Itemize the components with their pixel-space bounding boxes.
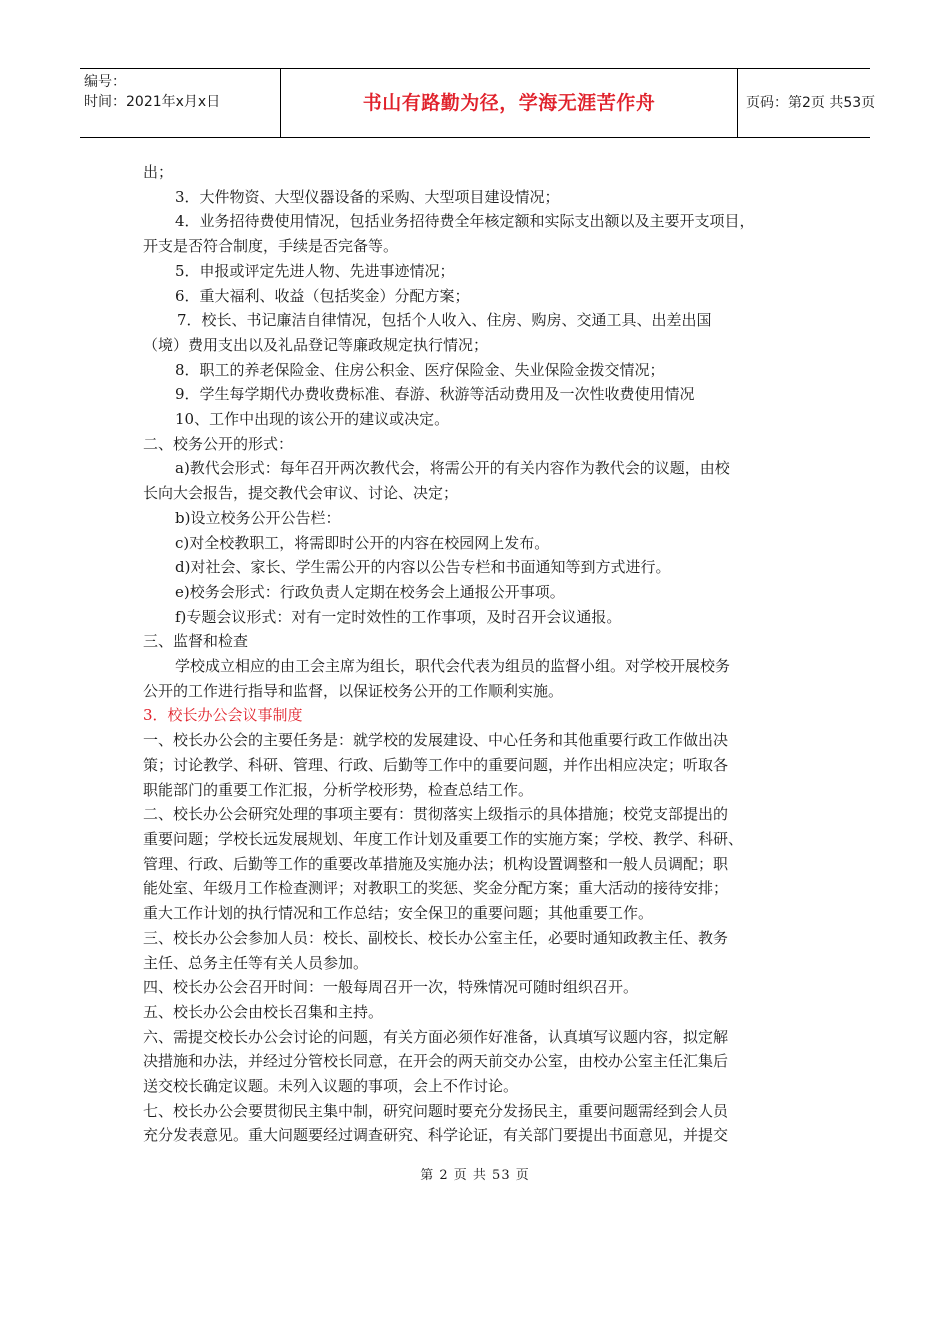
text-line: e)校务会形式：行政负责人定期在校务会上通报公开事项。 xyxy=(175,582,565,601)
text-line: 能处室、年级月工作检查测评；对教职工的奖惩、奖金分配方案；重大活动的接待安排； xyxy=(143,879,729,898)
text-line: 二、校长办公会研究处理的事项主要有：贯彻落实上级指示的具体措施；校党支部提出的 xyxy=(143,805,729,824)
text-line: 学校成立相应的由工会主席为组长，职代会代表为组员的监督小组。对学校开展校务 xyxy=(175,657,731,676)
text-line: 一、校长办公会的主要任务是：就学校的发展建设、中心任务和其他重要行政工作做出决 xyxy=(143,731,729,750)
text-line: 五、校长办公会由校长召集和主持。 xyxy=(143,1002,384,1021)
document-number-label: 编号： xyxy=(84,74,126,90)
text-line: 6．重大福利、收益（包括奖金）分配方案； xyxy=(175,286,470,305)
text-line: a)教代会形式：每年召开两次教代会，将需公开的有关内容作为教代会的议题，由校 xyxy=(175,459,730,478)
text-line: 三、监督和检查 xyxy=(143,632,249,651)
text-line: 四、校长办公会召开时间：一般每周召开一次，特殊情况可随时组织召开。 xyxy=(143,978,639,997)
text-line: 送交校长确定议题。未列入议题的事项，会上不作讨论。 xyxy=(143,1077,519,1096)
text-line: 主任、总务主任等有关人员参加。 xyxy=(143,953,369,972)
text-line: 重要问题；学校长远发展规划、年度工作计划及重要工作的实施方案；学校、教学、科研、 xyxy=(143,829,744,848)
text-line: 重大工作计划的执行情况和工作总结；安全保卫的重要问题；其他重要工作。 xyxy=(143,904,654,923)
text-line: 充分发表意见。重大问题要经过调查研究、科学论证，有关部门要提出书面意见，并提交 xyxy=(143,1126,729,1145)
text-line: 公开的工作进行指导和监督，以保证校务公开的工作顺利实施。 xyxy=(143,681,564,700)
text-line: 8．职工的养老保险金、住房公积金、医疗保险金、失业保险金拨交情况； xyxy=(175,360,665,379)
text-line: 开支是否符合制度，手续是否完备等。 xyxy=(143,237,399,256)
text-line: 职能部门的重要工作汇报，分析学校形势，检查总结工作。 xyxy=(143,780,534,799)
header-motto: 书山有路勤为径，学海无涯苦作舟 xyxy=(280,69,738,137)
text-line: 六、需提交校长办公会讨论的问题，有关方面必须作好准备，认真填写议题内容，拟定解 xyxy=(143,1027,729,1046)
text-line: 10、工作中出现的该公开的建议或决定。 xyxy=(175,410,450,429)
text-line: 3．校长办公会议事制度 xyxy=(143,706,303,725)
page-footer: 第 2 页 共 53 页 xyxy=(420,1168,530,1183)
text-line: （境）费用支出以及礼品登记等廉政规定执行情况； xyxy=(143,335,489,354)
text-line: 3．大件物资、大型仪器设备的采购、大型项目建设情况； xyxy=(175,187,560,206)
text-line: 长向大会报告，提交教代会审议、讨论、决定； xyxy=(143,484,459,503)
text-line: 出； xyxy=(143,163,174,181)
document-body xyxy=(143,160,810,1148)
text-line: 管理、行政、后勤等工作的重要改革措施及实施办法；机构设置调整和一般人员调配；职 xyxy=(143,854,729,873)
text-line: 三、校长办公会参加人员：校长、副校长、校长办公室主任，必要时通知政教主任、教务 xyxy=(143,928,729,947)
page-header xyxy=(80,68,876,138)
text-line: b)设立校务公开公告栏： xyxy=(175,508,341,527)
text-line: 7．校长、书记廉洁自律情况，包括个人收入、住房、购房、交通工具、出差出国 xyxy=(177,311,712,330)
document-date-label: 时间：2021年x月x日 xyxy=(84,94,221,110)
text-line: 二、校务公开的形式： xyxy=(143,434,294,453)
header-page-info: 页码：第2页 共53页 xyxy=(746,95,876,111)
text-line: 决措施和办法，并经过分管校长同意，在开会的两天前交办公室，由校办公室主任汇集后 xyxy=(143,1052,729,1071)
text-line: c)对全校教职工，将需即时公开的内容在校园网上发布。 xyxy=(175,533,550,552)
header-meta xyxy=(80,69,280,140)
text-line: 9．学生每学期代办费收费标准、春游、秋游等活动费用及一次性收费使用情况 xyxy=(175,385,695,404)
text-line: d)对社会、家长、学生需公开的内容以公告专栏和书面通知等到方式进行。 xyxy=(175,558,671,577)
text-line: f)专题会议形式：对有一定时效性的工作事项，及时召开会议通报。 xyxy=(175,607,622,626)
text-line: 5．申报或评定先进人物、先进事迹情况； xyxy=(175,261,455,280)
text-line: 七、校长办公会要贯彻民主集中制，研究问题时要充分发扬民主，重要问题需经到会人员 xyxy=(143,1101,729,1120)
text-line: 策；讨论教学、科研、管理、行政、后勤等工作中的重要问题，并作出相应决定；听取各 xyxy=(143,755,729,774)
text-line: 4．业务招待费使用情况，包括业务招待费全年核定额和实际支出额以及主要开支项目， xyxy=(175,212,755,231)
